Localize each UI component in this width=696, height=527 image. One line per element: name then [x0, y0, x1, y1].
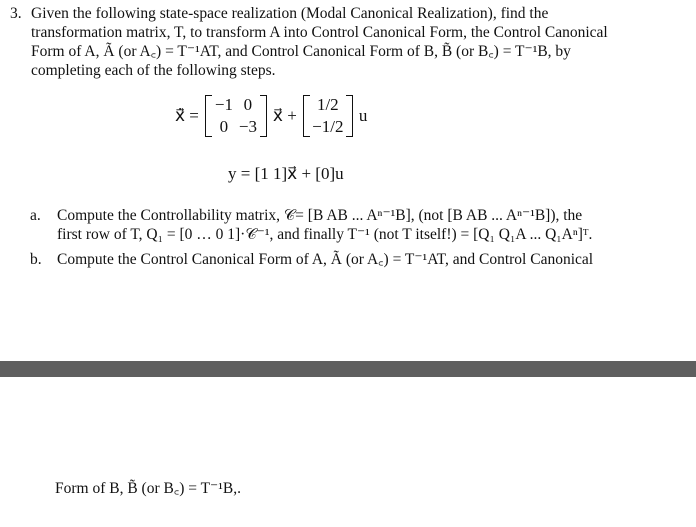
state-equation-lhs: x⃗̇ =: [175, 106, 199, 125]
matrix-b-right-bracket: [346, 95, 353, 137]
matrix-b-cell: −1/2: [312, 117, 344, 136]
matrix-a-cell: 0: [243, 95, 253, 114]
part-a-line-1: Compute the Controllability matrix, 𝒞= [B AB ... Aⁿ⁻¹B], (not [B AB ... Aⁿ⁻¹B]), the: [57, 207, 583, 224]
problem-line-3: Form of A, Ã (or A꜀) = T⁻¹AT, and Control Canonical Form of B, B̃ (or B꜀) = T⁻¹B, by: [31, 43, 571, 60]
problem-statement: [31, 4, 608, 80]
state-equation-mid: x⃗ +: [272, 106, 297, 125]
matrix-a-cell: −3: [238, 117, 257, 136]
state-equation-rhs: u: [358, 106, 368, 125]
matrix-a-right-bracket: [260, 95, 267, 137]
part-b-line-1: Compute the Control Canonical Form of A, Ã (or A꜀) = T⁻¹AT, and Control Canonical: [57, 251, 594, 268]
matrix-a-cell: −1: [214, 95, 233, 114]
part-a-label: a.: [30, 207, 41, 224]
part-b-continuation: Form of B, B̃ (or B꜀) = T⁻¹B,.: [55, 480, 241, 497]
part-b: [30, 250, 594, 269]
problem-line-1: Given the following state-space realization (Modal Canonical Realization), find the: [31, 5, 549, 22]
problem-line-4: completing each of the following steps.: [31, 62, 276, 79]
problem-number: 3.: [10, 5, 22, 22]
part-a-line-2: first row of T, Q₁ = [0 … 0 1]·𝒞⁻¹, and finally T⁻¹ (not T itself!) = [Q₁ Q₁A ... Q₁Aⁿ]ᵀ.: [57, 226, 593, 243]
problem-line-2: transformation matrix, T, to transform A into Control Canonical Form, the Control Canonical: [31, 24, 608, 41]
state-equation: [175, 93, 367, 139]
matrix-b-left-bracket: [303, 95, 310, 137]
matrix-b: [310, 95, 346, 137]
matrix-a-cell: 0: [219, 117, 229, 136]
matrix-b-cell: 1/2: [316, 95, 339, 114]
part-b-label: b.: [30, 251, 42, 268]
page-divider: [0, 361, 696, 377]
matrix-a-left-bracket: [205, 95, 212, 137]
part-a: [30, 206, 593, 243]
matrix-a: [212, 95, 260, 137]
output-equation: y = [1 1]x⃗ + [0]u: [228, 164, 344, 183]
